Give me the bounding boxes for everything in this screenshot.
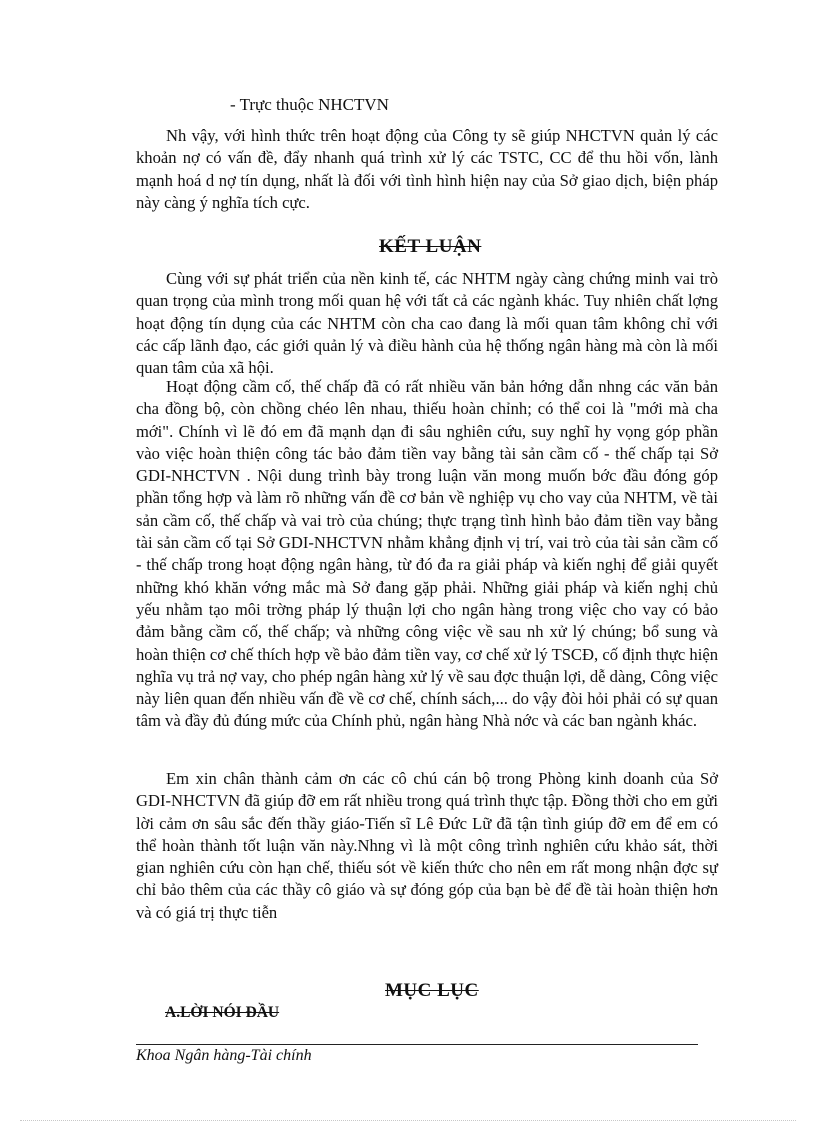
footer-divider — [136, 1044, 698, 1045]
toc-first-entry: A.LỜI NÓI ĐẦU — [165, 1004, 280, 1021]
footer-faculty: Khoa Ngân hàng-Tài chính — [136, 1047, 312, 1064]
page-bottom-dotted-line — [20, 1120, 796, 1121]
paragraph-pledge-mortgage: Hoạt động cầm cố, thế chấp đã có rất nhiều văn bản hớng dẫn nhng các văn bản cha đồng bộ, còn chồng chéo lên nhau, thiếu hoàn chỉnh; có thể coi là "mới mà cha mới". Chính vì lẽ đó em đã mạnh dạn đi sâu nghiên cứu, suy nghĩ hy vọng góp phần vào việc hoàn thiện công tác bảo đảm tiền vay bằng tài sản cầm cố - thế chấp tại Sở GDI-NHCTVN . Nội dung trình bày trong luận văn mong muốn bớc đầu đóng góp phần tổng hợp và làm rõ những vấn đề cơ bản về nghiệp vụ cho vay của NHTM, về tài sản cầm cố, thế chấp và vai trò của chúng; thực trạng tình hình bảo đảm tiền vay bằng tài sản cầm cố tại Sở GDI-NHCTVN nhằm khẳng định vị trí, vai trò của tài sản cầm cố - thế chấp trong hoạt động ngân hàng, từ đó đa ra giải pháp và kiến nghị để giải quyết những khó khăn vớng mắc mà Sở đang gặp phải. Những giải pháp và kiến nghị chủ yếu nhằm tạo môi trờng pháp lý thuận lợi cho ngân hàng trong việc cho vay có bảo đảm bằng cầm cố, thế chấp; và những công việc về sau nh xử lý chúng; bổ sung và hoàn thiện cơ chế thích hợp về bảo đảm tiền vay, cơ chế xử lý TSCĐ, cố định thực hiện nghĩa vụ trả nợ vay, cho phép ngân hàng xử lý về sau đợc thuận lợi, dễ dàng, Công việc này liên quan đến nhiều vấn đề về cơ chế, chính sách,... do vậy đòi hỏi phải có sự quan tâm và đầy đủ đúng mức của Chính phủ, ngân hàng Nhà nớc và các ban ngành khác. — [136, 377, 718, 731]
toc-heading: MỤC LỤC — [385, 980, 479, 1001]
intro-line: - Trực thuộc NHCTVN — [230, 95, 389, 114]
paragraph-company-role: Nh vậy, với hình thức trên hoạt động của Công ty sẽ giúp NHCTVN quản lý các khoản nợ có vấn đề, đẩy nhanh quá trình xử lý các TSTC, CC để thu hồi vốn, lành mạnh hoá d nợ tín dụng, nhất là đối với tình hình hiện nay của Sở giao dịch, biện pháp này càng ý nghĩa tích cực. — [136, 126, 718, 212]
paragraph-economic-development: Cùng với sự phát triển của nền kinh tế, các NHTM ngày càng chứng minh vai trò quan trọng của mình trong mối quan hệ với tất cả các ngành khác. Tuy nhiên chất lợng hoạt động tín dụng của các NHTM còn cha cao đang là mối quan tâm không chỉ với các cấp lãnh đạo, các giới quản lý và điều hành của hệ thống ngân hàng mà còn là mối quan tâm của xã hội. — [136, 269, 718, 378]
paragraph-acknowledgement: Em xin chân thành cảm ơn các cô chú cán bộ trong Phòng kinh doanh của Sở GDI-NHCTVN đã giúp đỡ em rất nhiều trong quá trình thực tập. Đồng thời cho em gửi lời cảm ơn sâu sắc đến thầy giáo-Tiến sĩ Lê Đức Lữ đã tận tình giúp đỡ em để em có thể hoàn thành tốt luận văn này.Nhng vì là một công trình nghiên cứu khảo sát, thời gian nghiên cứu còn hạn chế, thiếu sót về kiến thức cho nên em rất mong nhận đợc sự chỉ bảo thêm của các thầy cô giáo và sự đóng góp của bạn bè để đề tài hoàn thiện hơn và có giá trị thực tiễn — [136, 769, 718, 922]
conclusion-heading: KẾT LUẬN — [379, 236, 482, 257]
